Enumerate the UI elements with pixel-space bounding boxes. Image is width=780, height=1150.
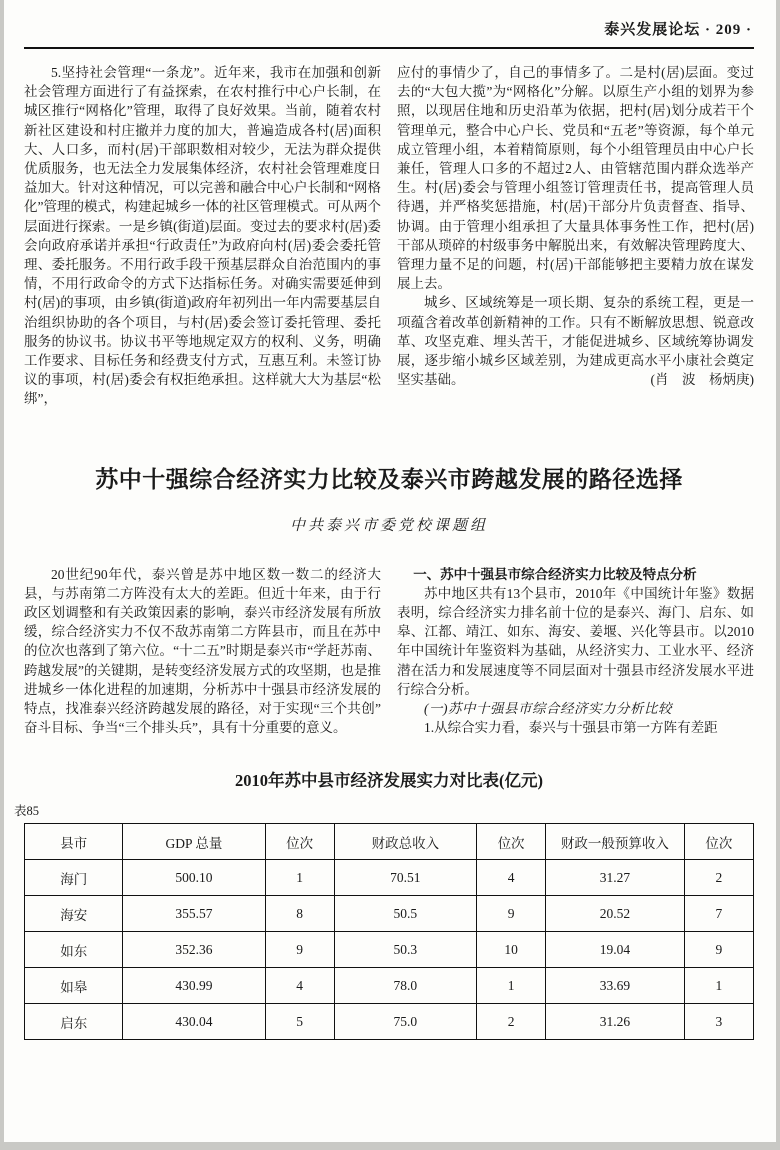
cell-rank: 10 (476, 932, 545, 968)
running-head (24, 10, 754, 49)
cell-rank: 9 (684, 932, 753, 968)
col-header-budget-revenue: 财政一般预算收入 (546, 824, 685, 860)
table-row (25, 860, 754, 896)
article2-section-heading: 一、苏中十强县市综合经济实力比较及特点分析 (413, 566, 697, 582)
cell-rank: 1 (265, 860, 334, 896)
col-header-county: 县市 (25, 824, 123, 860)
article1-left-paragraph: 5.坚持社会管理“一条龙”。近年来，我市在加强和创新社会管理方面进行了有益探索，在农村推行中心户长制，在城区推行“网格化”管理，取得了良好效果。当前，随着农村新社区建设和村庄撤并力度的加大，普遍造成各村(居)面积大、人口多，而村(居)干部职数相对较少，无法为群众提供优质服务，也无法全力发展集体经济，农村社会管理难度日益加大。针对这种情况，可以完善和融合中心户长制和“网格化”管理的模式，构建起城乡一体的社区管理模式。可从两个层面进行探索。一是乡镇(街道)层面。变过去的要求村(居)委会向政府承诺并承担“行政责任”为政府向村(居)委会委托管理、委托服务。不用行政手段干预基层群众自治范围内的事情，不用行政命令的方式下达指标任务。对确实需要延伸到村(居)的事项，由乡镇(街道)政府年初列出一年内需要基层自治组织协助的各个项目，与村(居)委会签订委托管理、委托服务的协议书。协议书平等地规定双方的权利、义务，明确工作要求、目标任务和经费支付方式，互惠互利。未签订协议的事项，村(居)委会有权拒绝承担。这样就大大为基层“松绑”， (24, 65, 381, 407)
cell-fiscal: 78.0 (334, 968, 476, 1004)
cell-fiscal: 75.0 (334, 1004, 476, 1040)
cell-rank: 3 (684, 1004, 753, 1040)
cell-county: 如东 (25, 932, 123, 968)
article1-right-paragraph-2 (397, 293, 754, 389)
col-header-gdp: GDP 总量 (123, 824, 265, 860)
article2-title: 苏中十强综合经济实力比较及泰兴市跨越发展的路径选择 (95, 466, 683, 492)
cell-budget: 20.52 (546, 896, 685, 932)
cell-budget: 19.04 (546, 932, 685, 968)
cell-county: 海安 (25, 896, 123, 932)
cell-fiscal: 70.51 (334, 860, 476, 896)
cell-rank: 1 (684, 968, 753, 1004)
cell-fiscal: 50.5 (334, 896, 476, 932)
article1-right-paragraph-1: 应付的事情少了，自己的事情多了。二是村(居)层面。变过去的“大包大揽”为“网格化”分解。以原生产小组的划界为参照，以现居住地和历史沿革为依据，把村(居)划分成若干个管理单元，整合中心户长、党员和“五老”等资源，每个单元成立管理小组，本着精简原则，每个小组管理员由中心户长兼任，管理人口多的不超过2人、由管辖范围内群众选举产生。村(居)委会与管理小组签订管理责任书，提高管理人员待遇，并严格奖惩措施，村(居)干部分片负责督查、指导、协调。由于管理小组承担了大量具体事务性工作，把村(居)干部从琐碎的村级事务中解脱出来，有效解决管理跨度大、管理力量不足的问题，村(居)干部能够把主要精力放在谋发展上去。 (397, 65, 754, 292)
cell-rank: 8 (265, 896, 334, 932)
article2-right-paragraph-1: 苏中地区共有13个县市，2010年《中国统计年鉴》数据表明，综合经济实力排名前十位的是泰兴、海门、启东、如皋、江都、靖江、如东、海安、姜堰、兴化等县市。以2010年中国统计年鉴资料为基础，从经济实力、工业水平、经济潜在活力和发展速度等不同层面对十强县市经济发展水平进行综合分析。 (397, 585, 754, 697)
cell-rank: 4 (476, 860, 545, 896)
col-header-fiscal-revenue: 财政总收入 (334, 824, 476, 860)
cell-county: 海门 (25, 860, 123, 896)
table-title: 2010年苏中县市经济发展实力对比表(亿元) (235, 771, 543, 791)
cell-rank: 7 (684, 896, 753, 932)
article1-author-signature: (肖 波 杨炳庚) (650, 372, 754, 388)
cell-budget: 33.69 (546, 968, 685, 1004)
cell-rank: 9 (476, 896, 545, 932)
cell-rank: 9 (265, 932, 334, 968)
col-header-rank2: 位次 (476, 824, 545, 860)
economic-comparison-table (24, 823, 754, 1040)
article1-closing-text: 城乡、区域统筹是一项长期、复杂的系统工程，更是一项蕴含着改革创新精神的工作。只有不断解放思想、锐意改革、攻坚克难、埋头苦干，才能促进城乡、区域统筹协调发展，逐步缩小城乡区域差别，为建成更高水平小康社会奠定坚实基础。 (397, 295, 754, 388)
cell-rank: 4 (265, 968, 334, 1004)
table-row (25, 968, 754, 1004)
article2-sub-heading: (一)苏中十强县市综合经济实力分析比较 (424, 701, 672, 717)
cell-rank: 5 (265, 1004, 334, 1040)
cell-fiscal: 50.3 (334, 932, 476, 968)
cell-rank: 2 (476, 1004, 545, 1040)
table-row (25, 1004, 754, 1040)
col-header-rank1: 位次 (265, 824, 334, 860)
cell-county: 如皋 (25, 968, 123, 1004)
cell-gdp: 430.04 (123, 1004, 265, 1040)
table-header-row (25, 824, 754, 860)
cell-county: 启东 (25, 1004, 123, 1040)
cell-gdp: 430.99 (123, 968, 265, 1004)
cell-rank: 2 (684, 860, 753, 896)
col-header-rank3: 位次 (684, 824, 753, 860)
article2-right-column (397, 565, 754, 738)
article2-left-column (24, 565, 381, 738)
article2-byline: 中共泰兴市委党校课题组 (289, 517, 488, 534)
article1-right-column (397, 63, 754, 409)
article2-right-paragraph-2: 1.从综合实力看，泰兴与十强县市第一方阵有差距 (424, 720, 718, 736)
table-row (25, 896, 754, 932)
cell-rank: 1 (476, 968, 545, 1004)
article2-columns (24, 565, 754, 738)
cell-gdp: 355.57 (123, 896, 265, 932)
scanned-page (4, 0, 776, 1142)
table-row (25, 932, 754, 968)
running-head-text: 泰兴发展论坛 · 209 · (604, 22, 752, 38)
article2-left-paragraph: 20世纪90年代，泰兴曾是苏中地区数一数二的经济大县，与苏南第二方阵没有太大的差距。但近十年来，由于行政区划调整和有关政策因素的影响，泰兴市经济发展有所放缓，综合经济实力不仅不敌苏南第二方阵县市，而且在苏中的位次也落到了第六位。“十二五”时期是泰兴市“学赶苏南、跨越发展”的关键期，是转变经济发展方式的攻坚期，也是推进城乡一体化进程的加速期，分析苏中十强县市经济发展的特点，找准泰兴经济跨越发展的路径，对于实现“三个共创”奋斗目标、争当“三个排头兵”，具有十分重要的意义。 (24, 566, 381, 736)
cell-gdp: 352.36 (123, 932, 265, 968)
cell-budget: 31.27 (546, 860, 685, 896)
article1-left-column (24, 63, 381, 409)
table-label: 表85 (14, 804, 40, 819)
cell-budget: 31.26 (546, 1004, 685, 1040)
article1-columns (24, 63, 754, 409)
cell-gdp: 500.10 (123, 860, 265, 896)
